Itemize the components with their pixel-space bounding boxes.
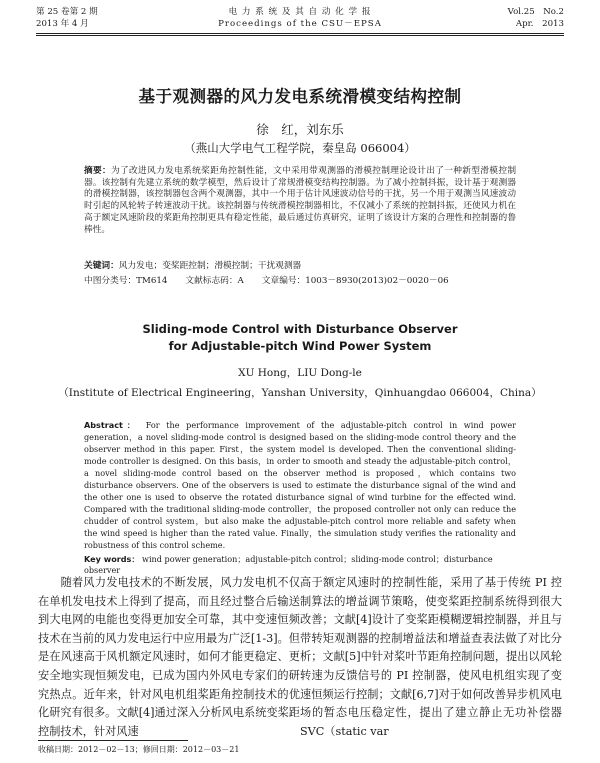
header-rule-thick [36,33,564,34]
keywords-en-label: Key words： [84,554,140,564]
header-rule-thin [36,35,564,36]
running-header [36,6,564,30]
paper-title-en-line1: Sliding-mode Control with Disturbance Observer [142,322,458,336]
footnote-rule [38,740,188,741]
classification-cn [84,274,516,286]
clc-number: 中图分类号：TM614 [84,276,168,286]
paper-title-cn: 基于观测器的风力发电系统滑模变结构控制 [138,87,462,106]
keywords-cn-label: 关键词： [84,261,119,271]
authors-en: XU Hong，LIU Dong-le [238,367,362,379]
footnote-received-date: 收稿日期：2012－02－13；修回日期：2012－03－21 [38,745,240,754]
paper-title-en-line2: for Adjustable-pitch Wind Power System [168,339,432,353]
journal-volume-en: Vol.25 No.2 [507,7,564,17]
body-column-right [300,574,562,741]
journal-date: 2013 年 4 月 [36,19,89,29]
authors-cn: 徐 红，刘东乐 [256,122,344,137]
paper-title-en [0,321,600,355]
affiliation-cn: （燕山大学电气工程学院，秦皇岛 066004） [184,141,416,155]
article-number: 文章编号：1003－8930(2013)02－0020－06 [261,276,449,286]
journal-date-en: Apr. 2013 [515,19,564,29]
keywords-en-text: wind power generation；adjustable-pitch control；sliding-mode control；disturbance observer [84,554,493,575]
journal-volume: 第 25 卷第 2 期 [36,7,98,17]
abstract-en-label: Abstract： [84,420,140,430]
journal-name-en: Proceedings of the CSU－EPSA [218,19,382,29]
document-code: 文献标志码：A [185,276,244,286]
affiliation-en: （Institute of Electrical Engineering，Yanshan University，Qinhuangdao 066004，China） [58,387,542,399]
body-right-text: 高于额定风速时的控制性能，采用了基于传统 PI 控制算法的增益调节策略，使变桨距控制系统得到很大改善；文献[4]设计了变桨距模糊逻辑控制器，并且与带转矩观测器的控制增益法和增益查表法做了对比分析；文献[5]中针对桨叶节距角控制问题，提出以风轮转速为反馈信号的 PI 控制器，使风电机组实现了变速恒频运行控制；文献[6,7]对于如何改善异步机风电场的暂态电压稳定性，提出了建立静止无功补偿器 SVC（static var [300,576,562,738]
body-left-text: 随着风力发电技术的不断发展，风力发电机不仅在单机发电技术上得到了提高，而且经过整合后输送到大电网的电能也变得更加安全可靠，其中变速恒频技术在当前的风力发电运行中应用最为广泛[1-3]。但是在风速高于风机额定风速时，如何才能更稳定、更安全地实现恒频发电，已成为国内外风电专家们的研究热点。近年来，针对风电机组桨距角控制技术的优化研究有很多。文献[4]通过深入分析风电系统变桨距控制技术，针对风速 [38,576,300,738]
abstract-cn-text: 为了改进风力发电系统桨距角控制性能，文中采用带观测器的滑模控制理论设计出了一种新型滑模控制器。该控制有先建立系统的数学模型，然后设计了常规滑模变结构控制器。为了减小控制抖振，设计基于观测器的滑模控制器，该控制器包含两个观测器，其中一个用于估计风速波动信号的干扰，另一个用于观测当风速波动时引起的风轮转子转速波动干扰。该控制器与传统滑模控制器相比，不仅减小了系统的控制抖振，还使风力机在高于额定风速阶段的桨距角控制更具有稳定性能，最后通过仿真研究，证明了该设计方案的合理性和控制器的鲁棒性。 [84,166,517,235]
abstract-en-text: For the performance improvement of the adjustable-pitch control in wind power generation，a novel sliding-mode control is designed based on the sliding-mode control theory and the observer method in this paper. First，the system model is developed. Then the conventional sliding-mode controller is designed. On this basis，in order to smooth and steady the adjustable-pitch control，a novel sliding-mode control based on the observer method is proposed，which contains two disturbance observers. One of the observers is used to estimate the disturbance signal of the wind and the other one is used to observe the rotated disturbance signal of wind turbine for the effected wind. Compared with the traditional sliding-mode controller，the proposed controller not only can reduce the chudder of control system，but also make the adjustable-pitch control more reliable and safety when the wind speed is higher than the rated value. Finally，the simulation study verifies the rationality and robustness of this control scheme. [84,420,516,551]
keywords-cn-text: 风力发电；变桨距控制；滑模控制；干扰观测器 [118,261,302,271]
journal-name-cn: 电 力 系 统 及 其 自 动 化 学 报 [228,7,372,17]
abstract-cn-label: 摘要： [84,166,112,176]
keywords-cn [84,259,516,271]
body-column-left [38,574,300,741]
keywords-en [84,554,516,575]
abstract-cn [84,166,516,236]
abstract-en [84,419,516,552]
